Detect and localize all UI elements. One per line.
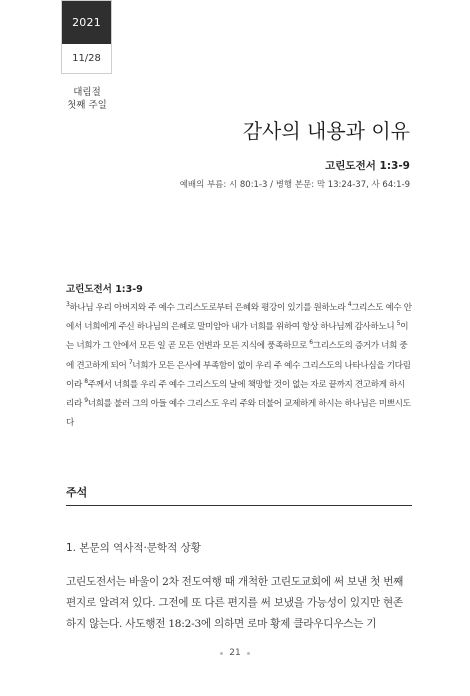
verse-number: 7 <box>128 358 133 366</box>
body-paragraph: 고린도전서는 바울이 2차 전도여행 때 개척한 고린도교회에 써 보낸 첫 번째 편지로 알려져 있다. 그전에 또 다른 편지를 써 보냈을 가능성이 있지만 현존하지 않는다. 사도행전 18:2-3에 의하면 로마 황제 클라우디우스는 기 <box>66 576 404 630</box>
scripture-passage <box>66 299 412 433</box>
verse-text: 그리스도의 증거가 너희 중에 견고하게 되어 <box>66 341 408 371</box>
notes-heading: 주석 <box>66 486 88 499</box>
date-tab <box>61 0 112 74</box>
liturgical-week: 첫째 주일 <box>67 100 107 111</box>
passage-title: 고린도전서 1:3-9 <box>66 284 143 295</box>
verse-number: 4 <box>347 301 352 308</box>
verse-number: 5 <box>396 320 401 328</box>
verse-text: 너희가 모든 은사에 부족함이 없이 우리 주 예수 그리스도의 나타나심을 기다림이라 <box>66 360 411 390</box>
liturgical-season: 대림절 <box>73 87 101 98</box>
date-year: 2021 <box>62 1 111 44</box>
footer-dot-left <box>220 652 223 655</box>
date-day: 11/28 <box>72 53 101 64</box>
verse-text: 그리스도 예수 안에서 너희에게 주신 하나님의 은혜로 말미암아 내가 너희를 위하여 항상 하나님께 감사하노니 <box>66 303 412 333</box>
page-title: 감사의 내용과 이유 <box>242 119 410 143</box>
verse-number: 8 <box>84 377 88 385</box>
section-divider <box>66 505 412 506</box>
verse-number: 3 <box>66 301 70 308</box>
verse-text: 이는 너희가 그 안에서 모든 일 곧 모든 언변과 모든 지식에 풍족하므로 <box>66 322 409 352</box>
verse-text: 하나님 우리 아버지와 주 예수 그리스도로부터 은혜와 평강이 있기를 원하노라 <box>69 303 348 313</box>
page-number: 21 <box>229 648 241 658</box>
verse-text: 너희를 불러 그의 아들 예수 그리스도 우리 주와 더불어 교제하게 하시는 하나님은 미쁘시도다 <box>66 399 411 429</box>
page-footer <box>0 648 470 658</box>
verse-text: 주께서 너희를 우리 주 예수 그리스도의 날에 책망할 것이 없는 자로 끝까지 견고하게 하시리라 <box>66 379 405 410</box>
reading-list: 예배의 부름: 시 80:1-3 / 병행 본문: 막 13:24-37, 사 64:1-9 <box>179 180 410 190</box>
footer-dot-right <box>247 652 250 655</box>
scripture-reference: 고린도전서 1:3-9 <box>325 160 410 172</box>
section-heading: 1. 본문의 역사적·문학적 상황 <box>66 542 201 554</box>
verse-number: 6 <box>309 339 313 347</box>
verse-number: 9 <box>84 397 88 405</box>
